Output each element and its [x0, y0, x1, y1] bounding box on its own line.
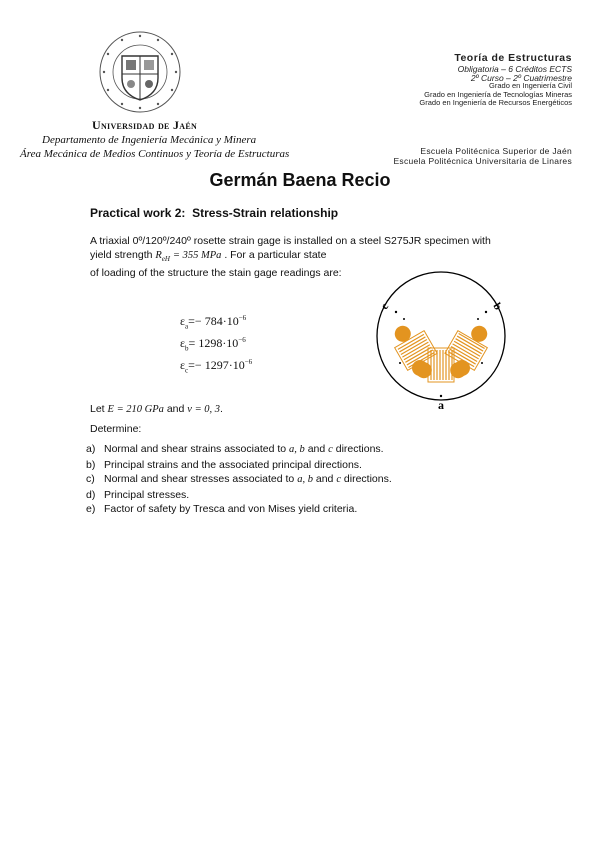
direction-label-c: c: [378, 301, 392, 312]
task-label: d): [86, 488, 96, 501]
area-name: Área Mecánica de Medios Continuos y Teoría de Estructuras: [20, 148, 290, 160]
reading-c: [180, 358, 252, 374]
young-modulus: E = 210 GPa: [107, 404, 164, 415]
task-label: b): [86, 458, 96, 471]
task-text: Principal stresses.: [104, 488, 190, 501]
loading-state-text: . For a particular state: [224, 249, 327, 261]
material-properties: [90, 402, 223, 417]
department-name: Departamento de Ingeniería Mecánica y Minera: [42, 134, 257, 146]
task-e: [86, 502, 392, 517]
task-text: Factor of safety by Tresca and von Mises yield criteria.: [104, 503, 358, 515]
school-info: [393, 146, 572, 166]
epsilon-symbol: ε: [180, 358, 186, 372]
degree-civil: Grado en Ingeniería Civil: [489, 81, 572, 91]
task-and: and: [315, 473, 334, 485]
statement-line-1: A triaxial 0º/120º/240º rosette strain gage is installed on a steel S275JR specimen with: [90, 235, 491, 247]
practical-title: Stress-Strain relationship: [192, 206, 339, 220]
task-c: [86, 472, 392, 488]
task-and: and: [307, 443, 326, 455]
task-d: [86, 488, 392, 503]
reading-a: [180, 314, 246, 330]
task-var-c: c: [336, 474, 341, 485]
degree-mining: Grado en Ingeniería de Tecnologías Mineras: [424, 89, 572, 99]
statement-line-3: of loading of the structure the stain gage readings are:: [90, 267, 342, 279]
course-title: Teoría de Estructuras: [454, 52, 572, 64]
task-text-a: Normal and shear strains associated to: [104, 443, 287, 455]
yield-strength-label: yield strength: [90, 249, 153, 261]
task-var-c: c: [328, 444, 333, 455]
task-label: e): [86, 503, 96, 515]
task-text-a: Normal and shear stresses associated to: [104, 473, 295, 485]
course-credits: Obligatoria – 6 Créditos ECTS: [457, 64, 572, 74]
poisson-ratio: ν = 0, 3: [187, 404, 221, 415]
statement-line-2: [90, 248, 326, 266]
reading-value: =− 1297·10: [188, 358, 245, 372]
task-label: a): [86, 443, 96, 455]
degree-energy: Grado en Ingeniería de Recursos Energéticos: [419, 98, 572, 108]
yield-value: = 355 MPa: [172, 250, 222, 261]
direction-label-a: a: [438, 398, 444, 412]
course-info: [419, 52, 572, 108]
reading-subscript: c: [185, 366, 189, 375]
reading-exponent: −6: [238, 336, 246, 344]
direction-label-b: b: [490, 300, 504, 313]
author-name: Germán Baena Recio: [209, 170, 391, 190]
yield-symbol: R: [155, 250, 162, 261]
reading-exponent: −6: [238, 314, 247, 322]
period: .: [220, 403, 223, 415]
let-word: Let: [90, 403, 105, 415]
school-linares: Escuela Politécnica Universitaria de Linares: [393, 156, 572, 166]
reading-value: =− 784·10: [188, 314, 239, 328]
reading-exponent: −6: [244, 358, 253, 366]
task-a: [86, 442, 392, 458]
practical-label: Practical work 2:: [90, 206, 186, 220]
reading-b: [180, 336, 246, 352]
task-b: [86, 458, 392, 473]
epsilon-symbol: ε: [180, 336, 186, 350]
school-jaen: Escuela Politécnica Superior de Jaén: [420, 146, 572, 156]
university-seal-logo: [98, 30, 182, 114]
task-text: [104, 442, 384, 458]
task-list: [86, 442, 392, 517]
university-name: Universidad de Jaén: [92, 118, 198, 132]
task-vars: a, b: [289, 444, 305, 455]
task-text-b: directions.: [343, 473, 392, 485]
practical-heading: [90, 206, 338, 220]
yield-subscript: eH: [161, 255, 170, 264]
reading-subscript: a: [185, 322, 189, 331]
determine-label: Determine:: [90, 423, 142, 435]
task-label: c): [86, 473, 95, 485]
and-word: and: [166, 403, 185, 415]
task-text-b: directions.: [335, 443, 384, 455]
reading-subscript: b: [185, 344, 189, 353]
task-text: Principal strains and the associated principal directions.: [104, 458, 362, 471]
task-text: [104, 472, 392, 488]
reading-value: = 1298·10: [188, 336, 239, 350]
course-year: 2º Curso – 2º Cuatrimestre: [470, 72, 572, 83]
rosette-strain-gage-figure: [370, 266, 512, 414]
epsilon-symbol: ε: [180, 314, 186, 328]
task-vars: a, b: [297, 474, 313, 485]
